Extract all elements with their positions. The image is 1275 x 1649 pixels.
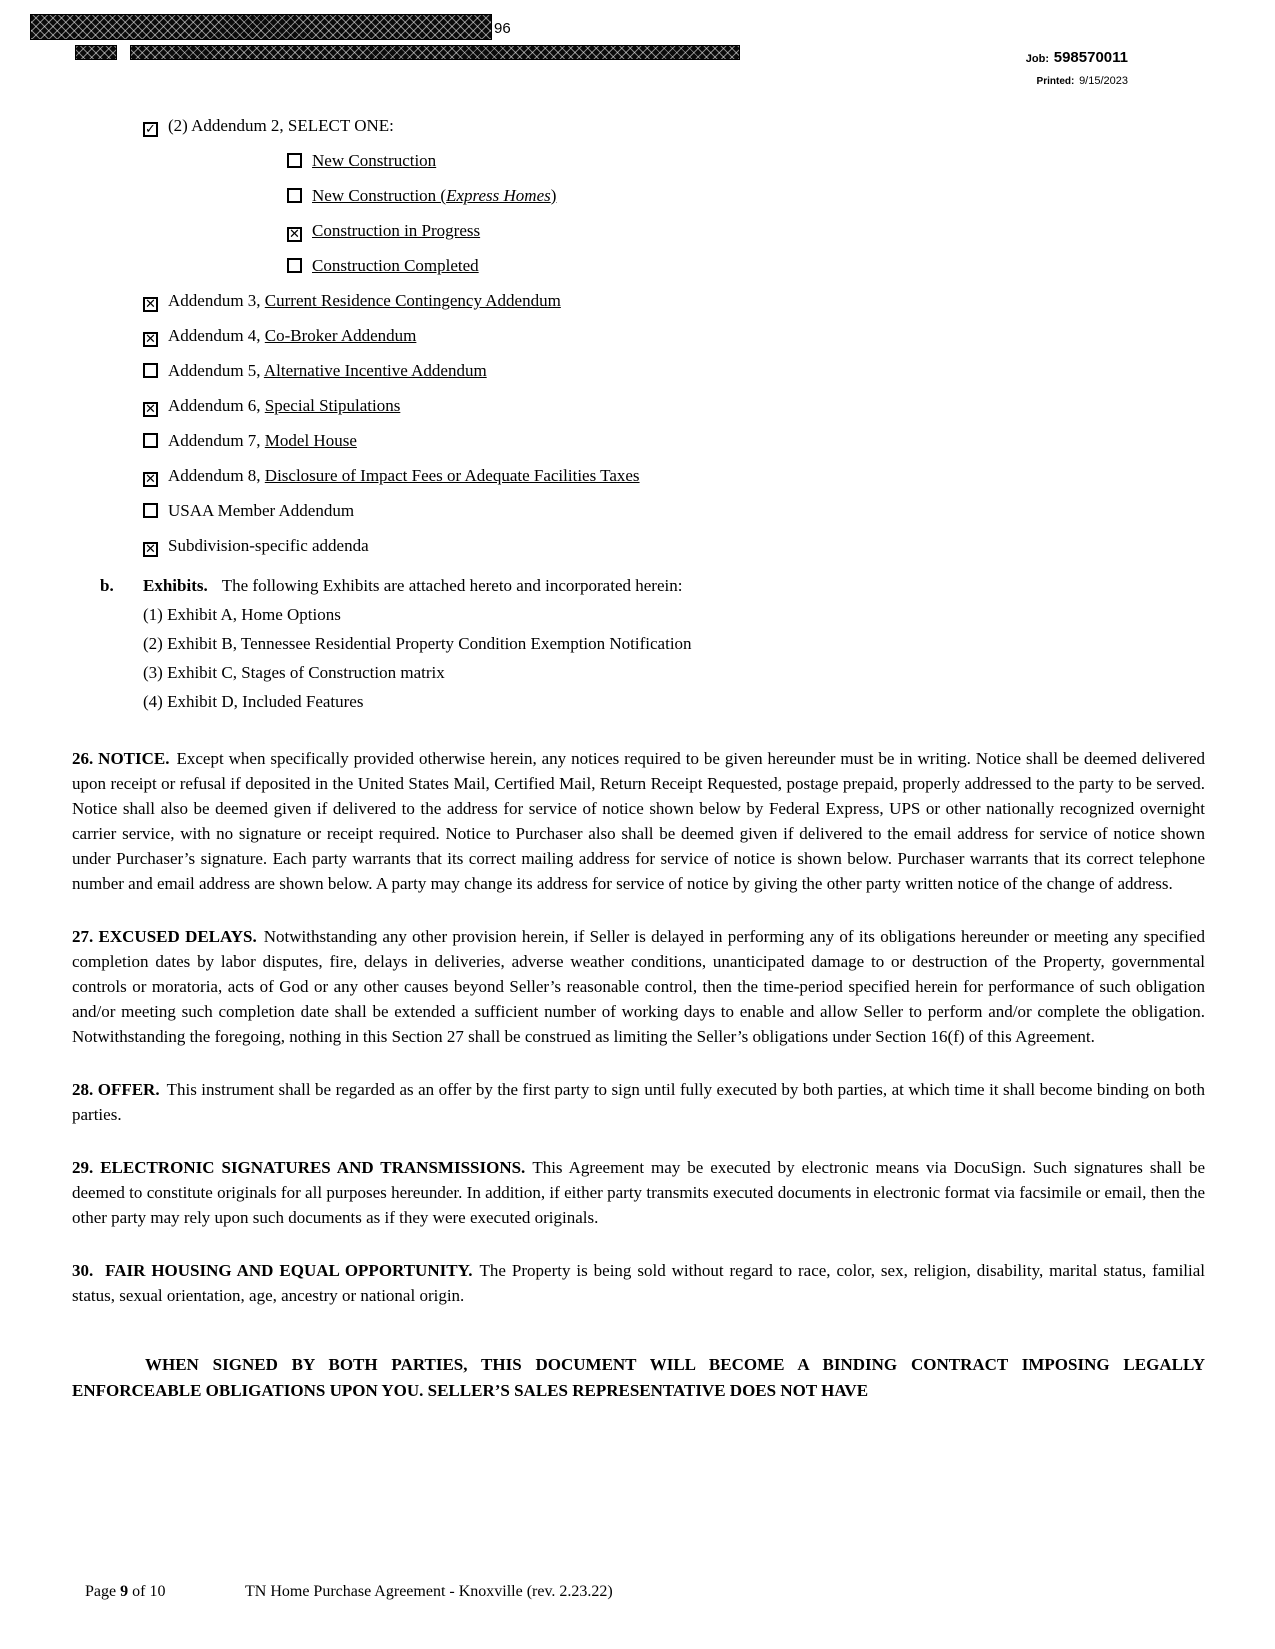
option-row-new-construction bbox=[287, 148, 1275, 173]
option-label-construction-completed: Construction Completed bbox=[312, 256, 479, 275]
job-line bbox=[1026, 46, 1128, 68]
addendum-row-subdivision bbox=[143, 533, 1275, 558]
redaction-bar-top bbox=[30, 14, 492, 40]
addendum-label-subdivision: Subdivision-specific addenda bbox=[168, 536, 369, 555]
option-row-construction-in-progress bbox=[287, 218, 1275, 243]
addendum-row-4 bbox=[143, 323, 1275, 348]
addendum-row-7 bbox=[143, 428, 1275, 453]
checkbox-construction-in-progress: ✕ bbox=[287, 227, 302, 242]
printed-label: Printed: bbox=[1036, 75, 1075, 87]
checkbox-addendum-3: ✕ bbox=[143, 297, 158, 312]
checkbox-new-construction bbox=[287, 153, 302, 168]
addendum-row-6 bbox=[143, 393, 1275, 418]
job-info bbox=[1026, 46, 1128, 89]
checkbox-usaa-member bbox=[143, 503, 158, 518]
exhibits-block bbox=[0, 572, 1275, 716]
section-28-body: This instrument shall be regarded as an offer by the first party to sign until fully executed by both parties, at which time it shall become binding on both parties. bbox=[72, 1080, 1206, 1124]
exhibit-item-a: (1) Exhibit A, Home Options bbox=[143, 605, 341, 624]
page-number-indicator: Page 9 of 10 bbox=[85, 1583, 166, 1600]
option-label-new-construction-express: New Construction (Express Homes) bbox=[312, 186, 557, 205]
checkbox-construction-completed bbox=[287, 258, 302, 273]
exhibits-letter: b. bbox=[100, 576, 114, 595]
section-29-heading: 29. ELECTRONIC SIGNATURES AND TRANSMISSIONS. bbox=[72, 1158, 526, 1177]
document-title: TN Home Purchase Agreement - Knoxville (rev. 2.23.22) bbox=[245, 1583, 613, 1600]
addendum-label-8: Addendum 8, Disclosure of Impact Fees or Adequate Facilities Taxes bbox=[168, 466, 640, 485]
page-marker: 96 bbox=[494, 20, 511, 37]
exhibit-item-b: (2) Exhibit B, Tennessee Residential Property Condition Exemption Notification bbox=[143, 634, 692, 653]
addendum-label-6: Addendum 6, Special Stipulations bbox=[168, 396, 401, 415]
section-27-excused-delays bbox=[72, 924, 1205, 1049]
addendum-row-usaa bbox=[143, 498, 1275, 523]
addendum-row-8 bbox=[143, 463, 1275, 488]
printed-date: 9/15/2023 bbox=[1079, 74, 1128, 87]
option-label-construction-in-progress: Construction in Progress bbox=[312, 221, 481, 240]
section-27-body: Notwithstanding any other provision herein, if Seller is delayed in performing any of its obligations hereunder or meeting any specified completion dates by labor disputes, fire, delays in deliveries, adverse weather conditions, unanticipated damage to or destruction of the Property, governmental controls or moratoria, acts of God or any other causes beyond Seller’s reasonable control, then the time-period specified herein for performance of such obligation and/or meeting such completion date shall be extended a sufficient number of working days to enable and allow Seller to perform and/or complete the obligation. Notwithstanding the foregoing, nothing in this Section 27 shall be construed as limiting the Seller’s obligations under Section 16(f) of this Agreement. bbox=[72, 927, 1205, 1046]
addendum-row-3 bbox=[143, 288, 1275, 313]
exhibits-heading bbox=[100, 572, 1275, 600]
addendum2-label: (2) Addendum 2, SELECT ONE: bbox=[168, 116, 394, 135]
exhibits-intro: The following Exhibits are attached hereto and incorporated herein: bbox=[221, 576, 683, 595]
redaction-bar-long bbox=[130, 45, 740, 60]
redaction-bar-small bbox=[75, 45, 117, 60]
addendum2-row bbox=[143, 113, 1275, 138]
checkbox-new-construction-express bbox=[287, 188, 302, 203]
option-label-new-construction: New Construction bbox=[312, 151, 437, 170]
exhibits-title: Exhibits. bbox=[143, 576, 208, 595]
addendum-label-7: Addendum 7, Model House bbox=[168, 431, 357, 450]
job-number: 598570011 bbox=[1053, 49, 1128, 66]
option-row-construction-completed bbox=[287, 253, 1275, 278]
exhibit-item-d: (4) Exhibit D, Included Features bbox=[143, 692, 364, 711]
checkbox-addendum-5 bbox=[143, 363, 158, 378]
section-26-notice bbox=[72, 746, 1205, 896]
section-28-offer bbox=[72, 1077, 1205, 1127]
closing-statement: WHEN SIGNED BY BOTH PARTIES, THIS DOCUMENT WILL BECOME A BINDING CONTRACT IMPOSING LEGALLY ENFORCEABLE OBLIGATIONS UPON YOU. SELLER’S SALES REPRESENTATIVE DOES NOT HAVE bbox=[72, 1355, 1205, 1400]
addendum-label-usaa: USAA Member Addendum bbox=[168, 501, 355, 520]
addendum-row-5 bbox=[143, 358, 1275, 383]
checkbox-subdivision-addenda: ✕ bbox=[143, 542, 158, 557]
job-label: Job: bbox=[1025, 53, 1049, 65]
checkbox-addendum-7 bbox=[143, 433, 158, 448]
section-29-body: This Agreement may be executed by electronic means via DocuSign. Such signatures shall be deemed to constitute originals for all purposes hereunder. In addition, if either party transmits executed documents in electronic format via facsimile or email, then the other party may rely upon such documents as if they were executed originals. bbox=[72, 1158, 1205, 1227]
section-26-body: Except when specifically provided otherwise herein, any notices required to be given hereunder must be in writing. Notice shall be deemed delivered upon receipt or refusal if deposited in the United States Mail, Certified Mail, Return Receipt Requested, postage prepaid, properly addressed to the party to be served. Notice shall also be deemed given if delivered to the address for service of notice shown below by Federal Express, UPS or other nationally recognized overnight carrier service, with no signature or receipt required. Notice to Purchaser also shall be deemed given if delivered to the email address for service of notice shown under Purchaser’s signature. Each party warrants that its correct mailing address for service of notice is shown below. Purchaser warrants that its correct telephone number and email address are shown below. A party may change its address for service of notice by giving the other party written notice of the change of address. bbox=[72, 749, 1205, 893]
section-30-heading: 30. FAIR HOUSING AND EQUAL OPPORTUNITY. bbox=[72, 1261, 473, 1280]
addendum-label-4: Addendum 4, Co-Broker Addendum bbox=[168, 326, 417, 345]
section-30-fair-housing bbox=[72, 1258, 1205, 1308]
checkbox-addendum-2: ✓ bbox=[143, 122, 158, 137]
addendum-label-5: Addendum 5, Alternative Incentive Addendum bbox=[168, 361, 487, 380]
section-26-heading: 26. NOTICE. bbox=[72, 749, 170, 768]
section-30-body: The Property is being sold without regard to race, color, sex, religion, disability, marital status, familial status, sexual orientation, age, ancestry or national origin. bbox=[72, 1261, 1206, 1305]
printed-line bbox=[1026, 68, 1128, 89]
exhibit-item-c: (3) Exhibit C, Stages of Construction matrix bbox=[143, 663, 445, 682]
addendum-label-3: Addendum 3, Current Residence Contingency Addendum bbox=[168, 291, 561, 310]
page-number: 9 bbox=[120, 1583, 129, 1600]
section-28-heading: 28. OFFER. bbox=[72, 1080, 160, 1099]
section-29-electronic-signatures bbox=[72, 1155, 1205, 1230]
checkbox-addendum-8: ✕ bbox=[143, 472, 158, 487]
option-row-new-construction-express bbox=[287, 183, 1275, 208]
checkbox-addendum-6: ✕ bbox=[143, 402, 158, 417]
section-27-heading: 27. EXCUSED DELAYS. bbox=[72, 927, 257, 946]
checkbox-addendum-4: ✕ bbox=[143, 332, 158, 347]
